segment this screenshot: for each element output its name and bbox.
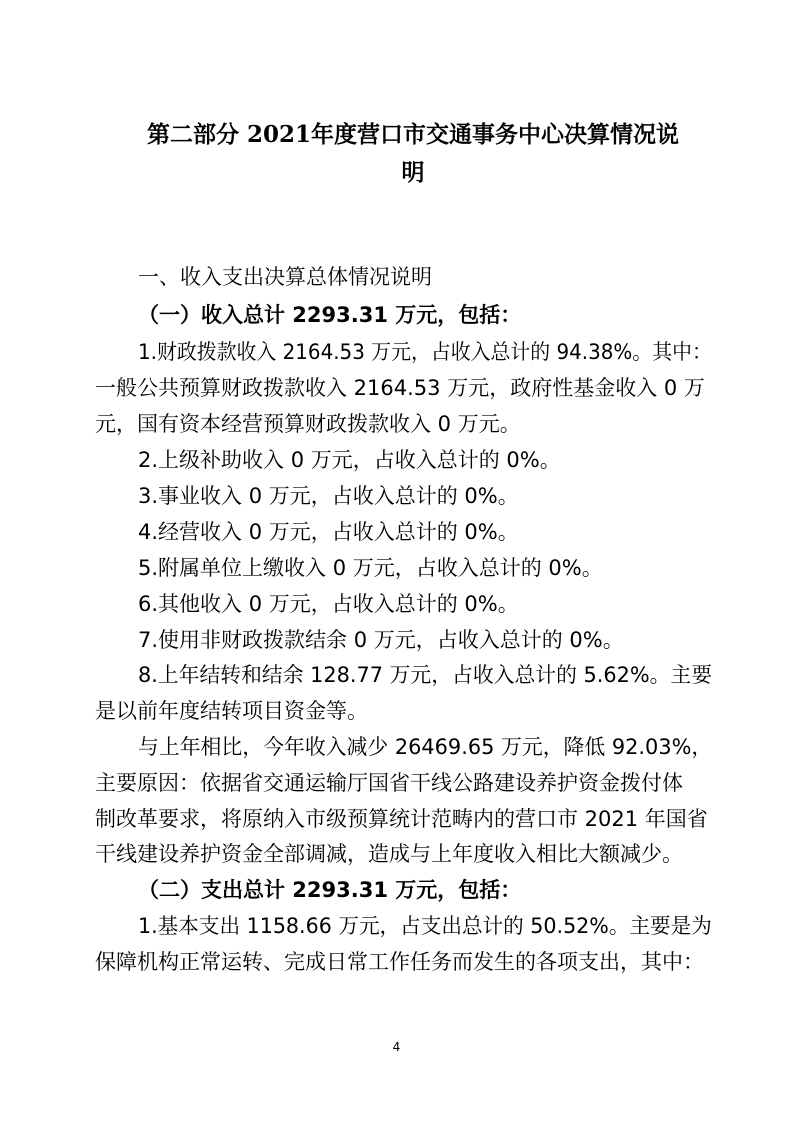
paragraph-line: 与上年相比，今年收入减少 26469.65 万元，降低 92.03%， bbox=[138, 735, 713, 759]
paragraph-line: 7.使用非财政拨款结余 0 万元，占收入总计的 0%。 bbox=[138, 628, 624, 652]
paragraph-line: 制改革要求，将原纳入市级预算统计范畴内的营口市 2021 年国省 bbox=[95, 807, 708, 831]
subsection-heading-expense: （二）支出总计 2293.31 万元，包括： bbox=[138, 878, 522, 902]
paragraph-line: 元，国有资本经营预算财政拨款收入 0 万元。 bbox=[95, 412, 521, 436]
paragraph-line: 干线建设养护资金全部调减，造成与上年度收入相比大额减少。 bbox=[95, 842, 683, 866]
title-line-1: 第二部分 2021年度营口市交通事务中心决算情况说 bbox=[146, 121, 680, 148]
page-number: 4 bbox=[392, 1040, 401, 1054]
paragraph-line: 一般公共预算财政拨款收入 2164.53 万元，政府性基金收入 0 万 bbox=[95, 376, 705, 400]
document-title bbox=[118, 116, 708, 192]
paragraph-line: 1.财政拨款收入 2164.53 万元，占收入总计的 94.38%。其中： bbox=[138, 340, 712, 364]
paragraph-line: 2.上级补助收入 0 万元，占收入总计的 0%。 bbox=[138, 448, 561, 472]
paragraph-line: 1.基本支出 1158.66 万元，占支出总计的 50.52%。主要是为 bbox=[138, 914, 712, 938]
paragraph-line: 保障机构正常运转、完成日常工作任务而发生的各项支出，其中： bbox=[95, 950, 704, 974]
paragraph-line: 4.经营收入 0 万元，占收入总计的 0%。 bbox=[138, 520, 519, 544]
paragraph-line: 是以前年度结转项目资金等。 bbox=[95, 699, 368, 723]
paragraph-line: 5.附属单位上缴收入 0 万元，占收入总计的 0%。 bbox=[138, 556, 603, 580]
title-line-2: 明 bbox=[401, 159, 425, 186]
paragraph-line: 8.上年结转和结余 128.77 万元，占收入总计的 5.62%。主要 bbox=[138, 663, 713, 687]
section-heading: 一、收入支出决算总体情况说明 bbox=[138, 265, 432, 289]
paragraph-line: 3.事业收入 0 万元，占收入总计的 0%。 bbox=[138, 484, 519, 508]
paragraph-line: 主要原因：依据省交通运输厅国省干线公路建设养护资金拨付体 bbox=[95, 771, 683, 795]
subsection-heading-income: （一）收入总计 2293.31 万元，包括： bbox=[138, 303, 522, 327]
paragraph-line: 6.其他收入 0 万元，占收入总计的 0%。 bbox=[138, 592, 519, 616]
